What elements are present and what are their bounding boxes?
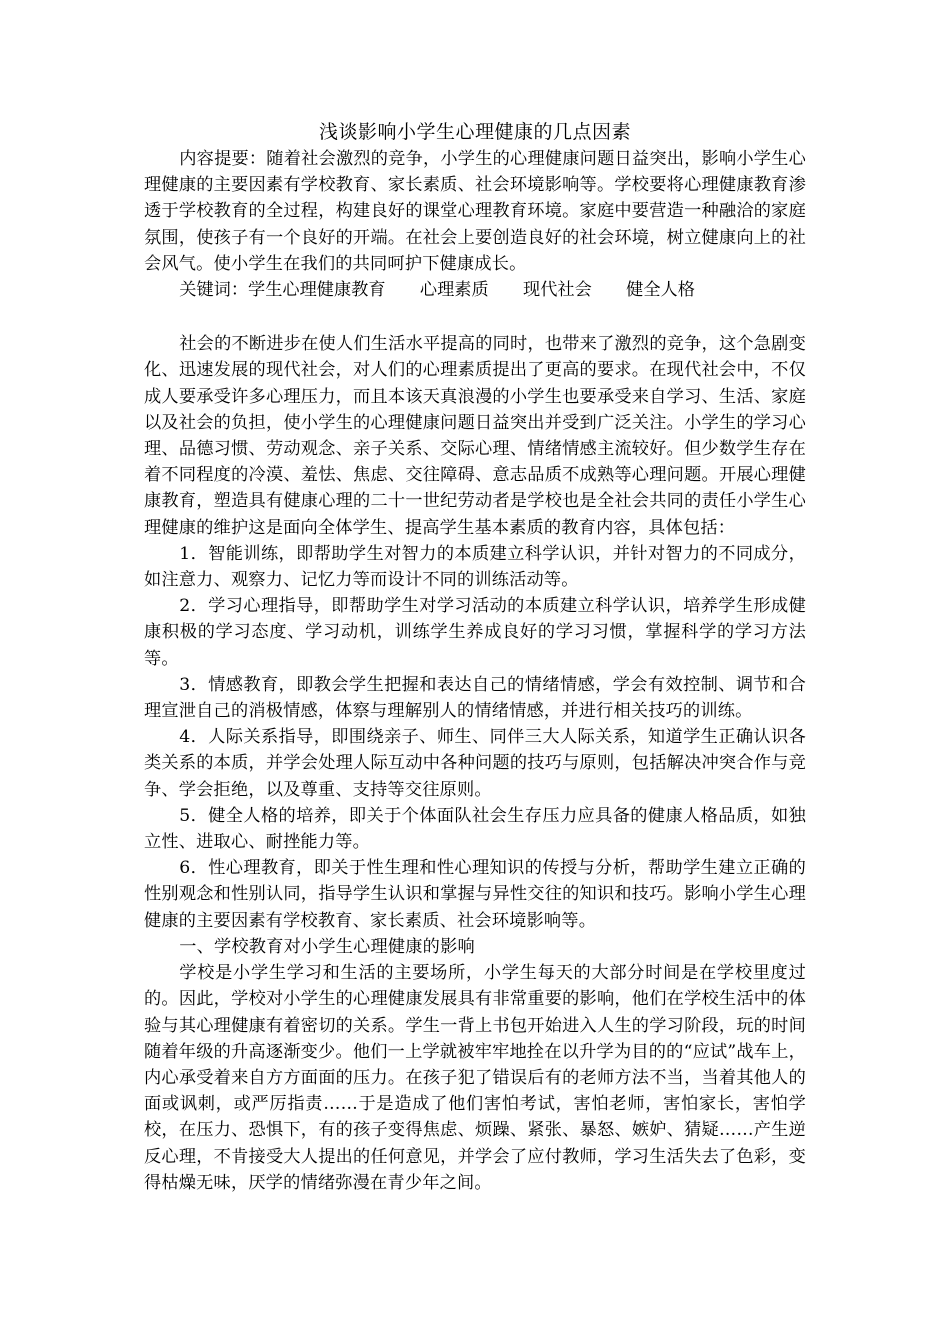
keywords-line: 关键词：学生心理健康教育 心理素质 现代社会 健全人格 (179, 280, 695, 301)
list-item-1: 1．智能训练，即帮助学生对智力的本质建立科学认识，并针对智力的不同成分，如注意力、观察力、记忆力等而设计不同的训练活动等。 (144, 543, 806, 591)
document-page (144, 118, 806, 1196)
document-title: 浅谈影响小学生心理健康的几点因素 (318, 121, 631, 143)
abstract-paragraph: 内容提要：随着社会激烈的竞争，小学生的心理健康问题日益突出，影响小学生心理健康的主要因素有学校教育、家长素质、社会环境影响等。学校要将心理健康教育渗透于学校教育的全过程，构建良好的课堂心理教育环境。家庭中要营造一种融洽的家庭氛围，使孩子有一个良好的开端。在社会上要创造良好的社会环境，树立健康向上的社会风气。使小学生在我们的共同呵护下健康成长。 (144, 149, 806, 274)
section-heading: 一、学校教育对小学生心理健康的影响 (179, 936, 475, 957)
intro-paragraph: 社会的不断进步在使人们生活水平提高的同时，也带来了激烈的竞争，这个急剧变化、迅速发展的现代社会，对人们的心理素质提出了更高的要求。在现代社会中，不仅成人要承受许多心理压力，而且本该天真浪漫的小学生也要承受来自学习、生活、家庭以及社会的负担，使小学生的心理健康问题日益突出并受到广泛关注。小学生的学习心理、品德习惯、劳动观念、亲子关系、交际心理、情绪情感主流较好。但少数学生存在着不同程度的冷漠、羞怯、焦虑、交往障碍、意志品质不成熟等心理问题。开展心理健康教育，塑造具有健康心理的二十一世纪劳动者是学校也是全社会共同的责任小学生心理健康的维护这是面向全体学生、提高学生基本素质的教育内容，具体包括： (144, 334, 806, 538)
list-item-5: 5．健全人格的培养，即关于个体面队社会生存压力应具备的健康人格品质，如独立性、进取心、耐挫能力等。 (144, 805, 806, 853)
list-item-4: 4．人际关系指导，即围绕亲子、师生、同伴三大人际关系，知道学生正确认识各类关系的本质，并学会处理人际互动中各种问题的技巧与原则，包括解决冲突合作与竞争、学会拒绝，以及尊重、支持等交往原则。 (144, 727, 806, 800)
list-item-2: 2．学习心理指导，即帮助学生对学习活动的本质建立科学认识，培养学生形成健康积极的学习态度、学习动机，训练学生养成良好的学习习惯，掌握科学的学习方法等。 (144, 596, 806, 669)
list-item-6: 6．性心理教育，即关于性生理和性心理知识的传授与分析，帮助学生建立正确的性别观念和性别认同，指导学生认识和掌握与异性交往的知识和技巧。影响小学生心理健康的主要因素有学校教育、家长素质、社会环境影响等。 (144, 858, 806, 931)
list-item-3: 3．情感教育，即教会学生把握和表达自己的情绪情感，学会有效控制、调节和合理宣泄自己的消极情感，体察与理解别人的情绪情感，并进行相关技巧的训练。 (144, 674, 806, 722)
blank-line (144, 303, 806, 331)
section-body-paragraph: 学校是小学生学习和生活的主要场所，小学生每天的大部分时间是在学校里度过的。因此，学校对小学生的心理健康发展具有非常重要的影响，他们在学校生活中的体验与其心理健康有着密切的关系。学生一背上书包开始进入人生的学习阶段，玩的时间随着年级的升高逐渐变少。他们一上学就被牢牢地拴在以升学为目的的“应试”战车上，内心承受着来自方方面面的压力。在孩子犯了错误后有的老师方法不当，当着其他人的面或讽刺，或严厉指责……于是造成了他们害怕考试，害怕老师，害怕家长，害怕学校，在压力、恐惧下，有的孩子变得焦虑、烦躁、紧张、暴怒、嫉妒、猜疑……产生逆反心理，不肯接受大人提出的任何意见，并学会了应付教师，学习生活失去了色彩，变得枯燥无味，厌学的情绪弥漫在青少年之间。 (144, 963, 806, 1193)
